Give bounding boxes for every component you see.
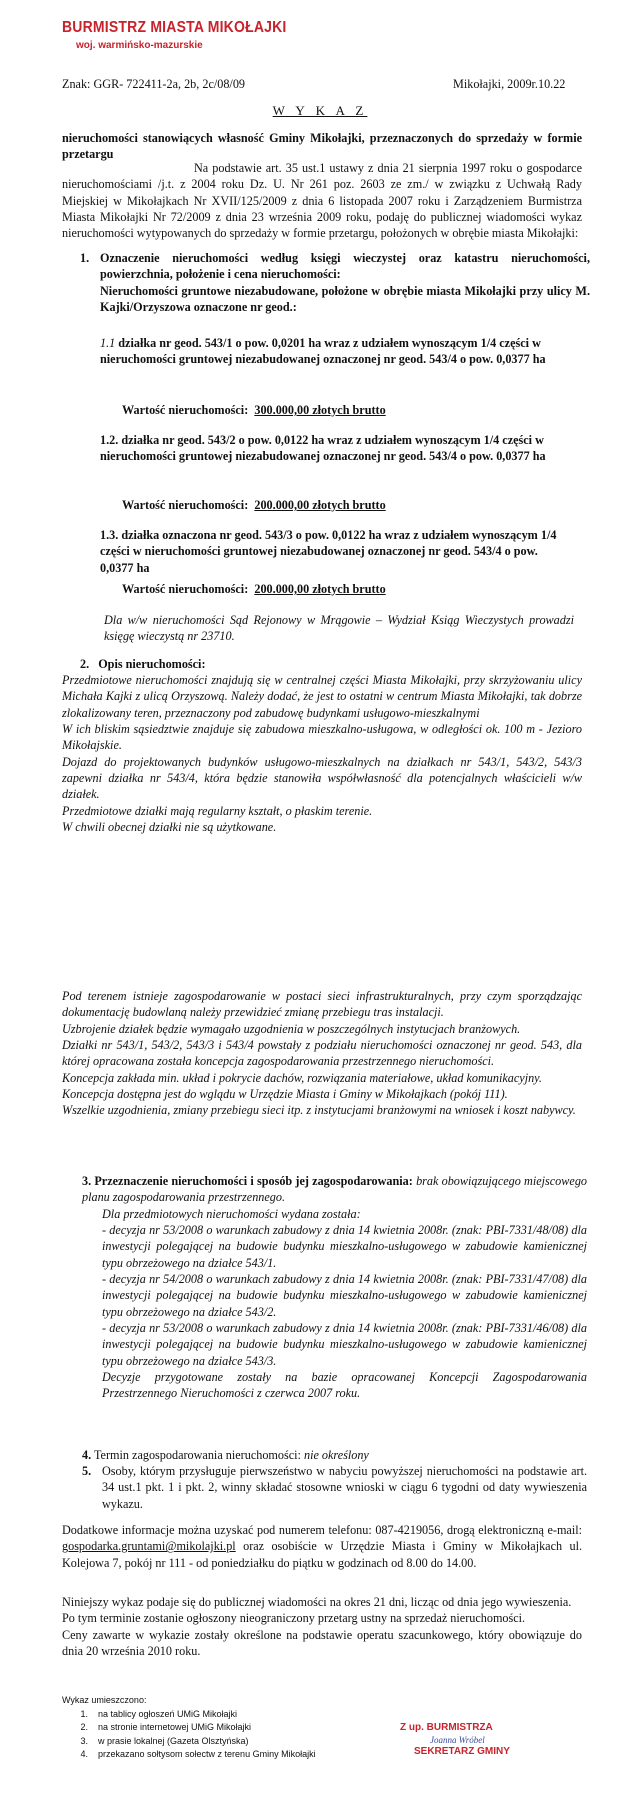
- section-5-row: [82, 1463, 587, 1512]
- page-2-para: Koncepcja dostępna jest do wglądu w Urzędzie Miasta i Gminy w Mikołajkach (pokój 111).: [62, 1087, 508, 1102]
- posted-list-index: 3.: [80, 1735, 88, 1746]
- posted-list-text: przekazano sołtysom sołectw z terenu Gminy Mikołajki: [98, 1749, 316, 1759]
- item-1-2-num: 1.2.: [100, 433, 119, 447]
- place-date: Mikołajki, 2009r.10.22: [453, 77, 566, 91]
- section-4-num: 4.: [82, 1448, 92, 1462]
- section-3-title: Przeznaczenie nieruchomości i sposób jej zagospodarowania:: [94, 1174, 413, 1188]
- section-1-title-row: [80, 250, 590, 283]
- section-3-num: 3.: [82, 1174, 92, 1188]
- item-1-1-value: [122, 402, 386, 418]
- contact-text-b: oraz osobiście w Urzędzie Miasta i Gminy w Mikołajkach ul. Kolejowa 7, pokój nr 111 - od poniedziałku do piątku w godzinach od 8.00 do 14.00.: [62, 1539, 582, 1570]
- section-2-para: Przedmiotowe nieruchomości znajdują się w centralnej części Miasta Mikołajki, przy skrzyżowaniu ulicy Michała Kajki z ulicą Orzyszową. Należy dodać, że jest to ostatni w centrum Miasta Mikołajki, tak dobrze zlokalizowany teren, przeznaczony pod zabudowę budynkami usługowo-mieszkalnymi: [62, 673, 582, 720]
- section-3-title-tail: brak obowiązującego miejscowego planu zagospodarowania przestrzennego.: [82, 1174, 588, 1205]
- item-1-2-value-amount: 200.000,00 złotych brutto: [254, 498, 386, 512]
- signature-stamp: [400, 1722, 580, 1758]
- posted-list-index: 4.: [80, 1749, 88, 1759]
- page-2-para: Uzbrojenie działek będzie wymagało uzgodnienia w poszczególnych instytucjach branżowych.: [62, 1021, 521, 1036]
- item-1-2-value: [122, 497, 386, 513]
- document-heading: nieruchomości stanowiących własność Gminy Mikołajki, przeznaczonych do sprzedaży w formie przetargu: [62, 131, 582, 162]
- intro-paragraph: [62, 160, 582, 242]
- item-1-1-num: 1.1: [100, 336, 116, 350]
- item-1-3-num: 1.3.: [100, 528, 119, 542]
- section-5-num: 5.: [82, 1464, 92, 1478]
- section-1-desc: Nieruchomości gruntowe niezabudowane, położone w obrębie miasta Mikołajki przy ulicy M. Kajki/Orzyszowa oznaczone nr geod.:: [100, 283, 590, 315]
- decision-item: - decyzja nr 53/2008 o warunkach zabudowy z dnia 14 kwietnia 2008r. (znak: PBI-7331/46/08) dla inwestycji polegającej na budowie budynku mieszkalno-usługowego w zabudowie kamienicznej typu obrzeżowego na działce 543/3.: [102, 1321, 587, 1368]
- posted-list-index: 2.: [80, 1722, 88, 1732]
- section-2-title: Opis nieruchomości:: [98, 657, 206, 671]
- item-1-3-value-label: Wartość nieruchomości:: [122, 582, 249, 596]
- page-2-para: Wszelkie uzgodnienia, zmiany przebiegu sieci itp. z instytucjami branżowymi na wniosek i koszt nabywcy.: [62, 1103, 576, 1118]
- section-4-value: nie określony: [303, 1448, 369, 1462]
- item-1-2: [100, 432, 570, 465]
- section-2-para: Przedmiotowe działki mają regularny kształt, o płaskim terenie.: [62, 803, 373, 818]
- section-3-closing: Decyzje przygotowane zostały na bazie opracowanej Koncepcji Zagospodarowania Przestrzennego Nieruchomości z czerwca 2007 roku.: [102, 1370, 587, 1401]
- section-5: [82, 1463, 587, 1512]
- section-2-para: W chwili obecnej działki nie są użytkowane.: [62, 820, 277, 835]
- item-1-1-text: działka nr geod. 543/1 o pow. 0,0201 ha wraz z udziałem wynoszącym 1/4 części w nieruchomości gruntowej niezabudowanej oznaczonej nr geod. 543/4 o pow. 0,0377 ha: [100, 336, 546, 367]
- posted-list: [62, 1694, 316, 1762]
- section-3-body: [102, 1206, 587, 1402]
- stamp-line-2: woj. warmińsko-mazurskie: [76, 39, 203, 51]
- posted-list-item: [62, 1721, 316, 1735]
- contact-text-a: Dodatkowe informacje można uzyskać pod numerem telefonu: 087-4219056, drogą elektroniczną e-mail:: [62, 1523, 582, 1537]
- contact-paragraph: [62, 1522, 582, 1571]
- section-2-num: 2.: [80, 657, 90, 671]
- item-1-3-value: [122, 581, 386, 597]
- posted-list-item: [62, 1735, 316, 1749]
- item-1-3-text: działka oznaczona nr geod. 543/3 o pow. 0,0122 ha wraz z udziałem wynoszącym 1/4 części w nieruchomości gruntowej niezabudowanej oznaczonej nr geod. 543/4 o pow. 0,0377 ha: [100, 528, 557, 575]
- notice-prices: Ceny zawarte w wykazie zostały określone na podstawie operatu szacunkowego, który obowiązuje do dnia 20 września 2010 roku.: [62, 1627, 582, 1659]
- item-1-1: [100, 335, 570, 368]
- reference-number: Znak: GGR- 722411-2a, 2b, 2c/08/09: [62, 77, 246, 91]
- intro-text: Na podstawie art. 35 ust.1 ustawy z dnia 21 sierpnia 1997 roku o gospodarce nieruchomościami /j.t. z 2004 roku Dz. U. Nr 261 poz. 2603 ze zm./ w związku z Uchwałą Rady Miejskiej w Mikołajkach Nr XVII/125/2009 z dnia 6 listopada 2007 roku i Zarządzeniem Burmistrza Miasta Mikołajki Nr 72/2009 z dnia 23 września 2009 roku, podaję do publicznej wiadomości wykaz nieruchomości wytypowanych do sprzedaży w formie przetargu, położonych w obrębie miasta Mikołajki:: [62, 161, 582, 241]
- posted-list-index: 1.: [80, 1708, 88, 1719]
- section-4-text: Termin zagospodarowania nieruchomości:: [93, 1448, 301, 1462]
- section-3-intro: Dla przedmiotowych nieruchomości wydana została:: [102, 1206, 361, 1221]
- posted-list-item: [62, 1748, 316, 1762]
- signature-line-2: SEKRETARZ GMINY: [414, 1745, 510, 1757]
- section-1-title: Oznaczenie nieruchomości według księgi wieczystej oraz katastru nieruchomości, powierzchnia, położenie i cena nieruchomości:: [100, 251, 590, 282]
- posted-list-text: na tablicy ogłoszeń UMiG Mikołajki: [98, 1708, 238, 1719]
- notice-publication-period: Niniejszy wykaz podaje się do publicznej wiadomości na okres 21 dni, licząc od dnia jego wywieszenia.: [62, 1595, 572, 1609]
- section-2-body: [62, 672, 582, 835]
- section-2-para: Dojazd do projektowanych budynków usługowo-mieszkalnych na działkach nr 543/1, 543/2, 543/3 zapewni działka nr 543/4, która będzie stanowiła współwłasność dla potencjalnych właścicieli w/w działek.: [62, 754, 582, 802]
- posted-list-text: w prasie lokalnej (Gazeta Olsztyńska): [98, 1735, 249, 1746]
- posted-list-text: na stronie internetowej UMiG Mikołajki: [98, 1722, 252, 1732]
- section-3-title-line: [82, 1173, 587, 1206]
- item-1-1-value-amount: 300.000,00 złotych brutto: [254, 403, 386, 417]
- land-register-note: Dla w/w nieruchomości Sąd Rejonowy w Mrągowie – Wydział Ksiąg Wieczystych prowadzi księgę wieczystą nr 23710.: [104, 613, 574, 644]
- section-1-header: [80, 250, 590, 315]
- email-link[interactable]: gospodarka.gruntami@mikolajki.pl: [62, 1539, 236, 1554]
- decision-item: - decyzja nr 53/2008 o warunkach zabudowy z dnia 14 kwietnia 2008r. (znak: PBI-7331/48/08) dla inwestycji polegającej na budowie budynku mieszkalno-usługowego w zabudowie kamienicznej typu obrzeżowego na działce 543/1.: [102, 1223, 587, 1270]
- item-1-3: [100, 527, 570, 576]
- section-5-text: Osoby, którym przysługuje pierwszeństwo w nabyciu powyższej nieruchomości na podstawie art. 34 ust.1 pkt. 1 i pkt. 2, winny składać stosowne wnioski w ciągu 6 tygodni od daty wywieszenia wykazu.: [102, 1464, 587, 1511]
- page-2-para: Pod terenem istnieje zagospodarowanie w postaci sieci infrastrukturalnych, przy czym sporządzając dokumentację budowlaną należy przewidzieć zmianę przebiegu tras instalacji.: [62, 989, 582, 1020]
- stamp-line-1: BURMISTRZ MIASTA MIKOŁAJKI: [62, 17, 287, 36]
- document-title: W Y K A Z: [272, 103, 368, 118]
- posted-list-title: Wykaz umieszczono:: [62, 1695, 147, 1705]
- notice-tender: Po tym terminie zostanie ogłoszony nieograniczony przetarg ustny na sprzedaż nieruchomości.: [62, 1611, 526, 1626]
- notices: [62, 1594, 582, 1659]
- page-2-para: Działki nr 543/1, 543/2, 543/3 i 543/4 powstały z podziału nieruchomości oznaczonej nr geod. 543, dla której opracowana została koncepcja zagospodarowania przestrzennego nieruchomości.: [62, 1038, 582, 1069]
- decision-item: - decyzja nr 54/2008 o warunkach zabudowy z dnia 14 kwietnia 2008r. (znak: PBI-7331/47/08) dla inwestycji polegającej na budowie budynku mieszkalno-usługowego w zabudowie kamienicznej typu obrzeżowego na działce 543/2.: [102, 1272, 587, 1319]
- section-4: [82, 1447, 587, 1463]
- item-1-2-text: działka nr geod. 543/2 o pow. 0,0122 ha wraz z udziałem wynoszącym 1/4 części w nieruchomości gruntowej niezabudowanej oznaczonej nr geod. 543/4 o pow. 0,0377 ha: [100, 433, 546, 464]
- section-2-header: [80, 656, 206, 672]
- mayor-stamp: [62, 16, 287, 52]
- section-2-para: W ich bliskim sąsiedztwie znajduje się zabudowa mieszkalno-usługowa, w odległości ok. 100 m - Jezioro Mikołajskie.: [62, 722, 582, 753]
- signature-name: Joanna Wróbel: [430, 1734, 485, 1745]
- section-1-num: 1.: [80, 251, 90, 265]
- section-3: [82, 1173, 587, 1402]
- item-1-3-value-amount: 200.000,00 złotych brutto: [254, 582, 386, 596]
- page-2-para: Koncepcja zakłada min. układ i pokrycie dachów, rozwiązania materiałowe, układ komunikacyjny.: [62, 1070, 542, 1085]
- page-2-intro: [62, 988, 582, 1119]
- posted-list-item: [62, 1708, 316, 1722]
- item-1-1-value-label: Wartość nieruchomości:: [122, 403, 249, 417]
- item-1-2-value-label: Wartość nieruchomości:: [122, 498, 249, 512]
- signature-line-1: Z up. BURMISTRZA: [400, 1722, 493, 1733]
